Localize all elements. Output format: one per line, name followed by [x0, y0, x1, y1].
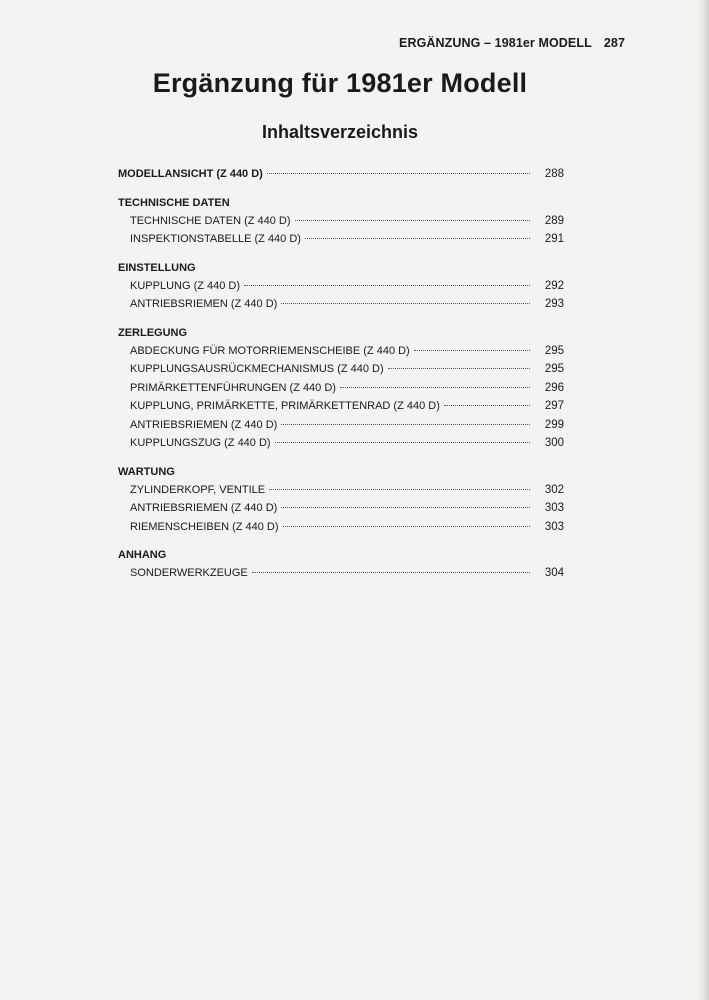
toc-entry-page: 300 — [544, 437, 564, 449]
toc-group-einstellung — [118, 259, 564, 314]
dot-leader — [281, 424, 530, 425]
toc-entry-page: 295 — [544, 344, 564, 357]
toc-entry-label: KUPPLUNGSAUSRÜCKMECHANISMUS (Z 440 D) — [130, 363, 384, 375]
toc-group-wartung — [118, 463, 564, 537]
toc-entry-page: 303 — [544, 520, 564, 533]
toc-entry-label: MODELLANSICHT (Z 440 D) — [118, 168, 263, 180]
toc-entry-page: 296 — [544, 381, 564, 394]
toc-entry[interactable] — [118, 416, 564, 435]
toc-entry-page: 289 — [544, 214, 564, 227]
toc-entry-label: TECHNISCHE DATEN (Z 440 D) — [130, 214, 291, 227]
toc-entry-label: KUPPLUNG, PRIMÄRKETTE, PRIMÄRKETTENRAD (Z 440 D) — [130, 400, 440, 412]
toc-entry[interactable] — [118, 277, 564, 296]
toc-entry-page: 303 — [544, 502, 564, 514]
toc-entry-label: PRIMÄRKETTENFÜHRUNGEN (Z 440 D) — [130, 381, 336, 394]
dot-leader — [281, 507, 530, 508]
dot-leader — [244, 285, 530, 286]
toc-entry[interactable] — [118, 230, 564, 249]
toc-entry-label: KUPPLUNGSZUG (Z 440 D) — [130, 437, 271, 449]
toc-entry-page: 297 — [544, 400, 564, 412]
dot-leader — [340, 387, 530, 388]
toc-group-modellansicht — [118, 165, 564, 184]
toc-entry-label: ZYLINDERKOPF, VENTILE — [130, 483, 266, 496]
table-of-contents — [118, 165, 564, 593]
toc-entry-label: ABDECKUNG FÜR MOTORRIEMENSCHEIBE (Z 440 D) — [130, 344, 410, 357]
dot-leader — [388, 368, 530, 369]
toc-entry-label: ANTRIEBSRIEMEN (Z 440 D) — [130, 418, 278, 431]
toc-section-heading: ZERLEGUNG — [118, 326, 188, 339]
toc-entry-page: 293 — [544, 298, 564, 310]
toc-entry-label: ANTRIEBSRIEMEN (Z 440 D) — [130, 502, 278, 514]
dot-leader — [305, 238, 530, 239]
running-head-title: ERGÄNZUNG – 1981er MODELL — [399, 36, 592, 50]
page-edge-shadow — [697, 0, 709, 1000]
toc-entry-label: KUPPLUNG (Z 440 D) — [130, 279, 241, 292]
toc-group-anhang — [118, 546, 564, 583]
toc-entry-label: SONDERWERKZEUGE — [130, 567, 248, 579]
toc-entry-label: INSPEKTIONSTABELLE (Z 440 D) — [130, 233, 301, 245]
toc-entry-page: 295 — [544, 363, 564, 375]
toc-entry-page: 304 — [544, 567, 564, 579]
toc-entry[interactable] — [118, 434, 564, 453]
running-head — [399, 36, 625, 50]
toc-entry[interactable] — [118, 499, 564, 518]
dot-leader — [283, 526, 530, 527]
toc-section-heading: EINSTELLUNG — [118, 261, 196, 274]
dot-leader — [269, 489, 530, 490]
toc-title: Inhaltsverzeichnis — [261, 122, 419, 142]
toc-group-zerlegung — [118, 324, 564, 453]
toc-entry-label: ANTRIEBSRIEMEN (Z 440 D) — [130, 298, 278, 310]
dot-leader — [444, 405, 530, 406]
toc-entry[interactable] — [118, 564, 564, 583]
page-number: 287 — [603, 36, 625, 50]
toc-section-heading: ANHANG — [118, 549, 167, 561]
dot-leader — [295, 220, 530, 221]
toc-entry[interactable] — [118, 397, 564, 416]
dot-leader — [267, 173, 530, 174]
toc-entry-label: RIEMENSCHEIBEN (Z 440 D) — [130, 520, 279, 533]
toc-entry-page: 292 — [544, 279, 564, 292]
toc-entry[interactable] — [118, 481, 564, 500]
toc-entry-page: 302 — [544, 483, 564, 496]
dot-leader — [414, 350, 530, 351]
toc-section-heading: TECHNISCHE DATEN — [118, 196, 230, 209]
toc-entry-page: 291 — [544, 233, 564, 245]
dot-leader — [275, 442, 530, 443]
toc-entry[interactable] — [118, 342, 564, 361]
toc-entry[interactable] — [118, 295, 564, 314]
toc-group-technische-daten — [118, 194, 564, 249]
page-title: Ergänzung für 1981er Modell — [152, 68, 528, 98]
toc-entry[interactable] — [118, 518, 564, 537]
toc-section-heading: WARTUNG — [118, 465, 175, 478]
dot-leader — [281, 303, 530, 304]
dot-leader — [252, 572, 530, 573]
toc-entry-page: 288 — [544, 168, 564, 180]
toc-entry[interactable] — [118, 360, 564, 379]
toc-entry[interactable] — [118, 212, 564, 231]
toc-entry-page: 299 — [544, 418, 564, 431]
toc-entry[interactable] — [118, 379, 564, 398]
toc-entry[interactable] — [118, 165, 564, 184]
